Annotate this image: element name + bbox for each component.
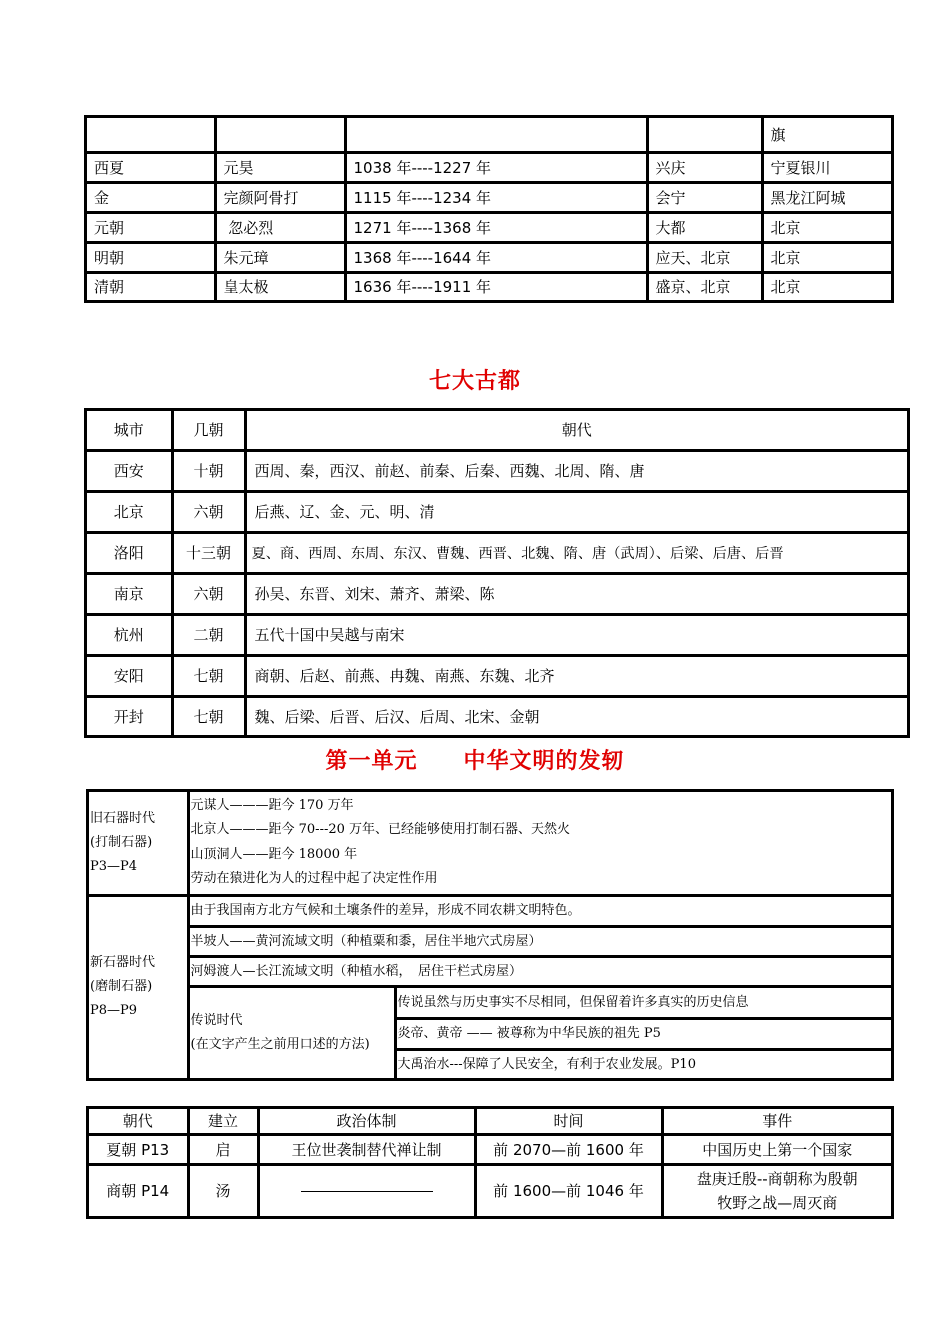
capital-today: 北京 <box>762 212 893 242</box>
dynasty-count: 六朝 <box>172 573 245 614</box>
capital: 应天、北京 <box>647 242 762 272</box>
political-system <box>258 1164 475 1218</box>
period: 1115 年----1234 年 <box>345 182 647 212</box>
table-row <box>85 450 909 491</box>
header-founder: 建立 <box>188 1107 258 1134</box>
table-row <box>87 1164 893 1218</box>
dynasty-count: 十三朝 <box>172 532 245 573</box>
dynasty-count: 七朝 <box>172 696 245 737</box>
content-line: 北京人———距今 70---20 万年、已经能够使用打制石器、天然火 <box>190 822 571 838</box>
capitals-table <box>84 408 910 738</box>
founder: 元昊 <box>215 152 345 182</box>
table-cell: 旗 <box>762 116 893 152</box>
capital: 盛京、北京 <box>647 272 762 302</box>
table-row <box>87 956 893 986</box>
capital-today: 北京 <box>762 272 893 302</box>
dynasty-count: 十朝 <box>172 450 245 491</box>
city: 西安 <box>85 450 172 491</box>
table-cell <box>215 116 345 152</box>
dynasty-name: 明朝 <box>85 242 215 272</box>
city: 北京 <box>85 491 172 532</box>
label-line: 旧石器时代 <box>90 810 156 826</box>
label-line: P8—P9 <box>90 1003 138 1019</box>
dynasty-list: 商朝、后赵、前燕、冉魏、南燕、东魏、北齐 <box>245 655 909 696</box>
table-row <box>85 242 893 272</box>
dynasty-list: 后燕、辽、金、元、明、清 <box>245 491 909 532</box>
dynasty-name: 西夏 <box>85 152 215 182</box>
founder: 完颜阿骨打 <box>215 182 345 212</box>
city: 安阳 <box>85 655 172 696</box>
label-line: (磨制石器) <box>90 979 153 995</box>
neolithic-label <box>87 895 188 1080</box>
table-cell <box>345 116 647 152</box>
city: 杭州 <box>85 614 172 655</box>
event-line: 牧野之战—周灭商 <box>717 1193 838 1212</box>
header-time: 时间 <box>475 1107 662 1134</box>
table-row <box>85 491 909 532</box>
political-system: 王位世袭制替代禅让制 <box>258 1134 475 1164</box>
table-row <box>87 926 893 956</box>
founder: 汤 <box>188 1164 258 1218</box>
dash-line <box>301 1191 433 1192</box>
capital-today: 黑龙江阿城 <box>762 182 893 212</box>
capital: 会宁 <box>647 182 762 212</box>
table-row <box>87 790 893 895</box>
capitals-title: 七大古都 <box>428 369 521 394</box>
dynasty-table <box>84 115 894 303</box>
table-row <box>85 212 893 242</box>
founder: 启 <box>188 1134 258 1164</box>
paleolithic-content <box>188 790 893 895</box>
table-row <box>85 573 909 614</box>
events: 中国历史上第一个国家 <box>662 1134 893 1164</box>
neolithic-line: 由于我国南方北方气候和土壤条件的差异，形成不同农耕文明特色。 <box>188 895 893 926</box>
time: 前 2070—前 1600 年 <box>475 1134 662 1164</box>
table-row <box>85 152 893 182</box>
founder: 朱元璋 <box>215 242 345 272</box>
founder: 皇太极 <box>215 272 345 302</box>
unit1-title: 第一单元 中华文明的发轫 <box>325 749 625 774</box>
dynasty-name: 金 <box>85 182 215 212</box>
period: 1038 年----1227 年 <box>345 152 647 182</box>
dynasty-list: 五代十国中吴越与南宋 <box>245 614 909 655</box>
dynasty-list: 夏、商、西周、东周、东汉、曹魏、西晋、北魏、隋、唐（武周）、后梁、后唐、后晋 <box>245 532 909 573</box>
dynasty-name: 元朝 <box>85 212 215 242</box>
event-line: 盘庚迁殷--商朝称为殷朝 <box>696 1169 858 1188</box>
period: 1271 年----1368 年 <box>345 212 647 242</box>
header-events: 事件 <box>662 1107 893 1134</box>
legend-line: 大禹治水---保障了人民安全，有利于农业发展。P10 <box>395 1049 893 1080</box>
table-row <box>85 532 909 573</box>
legend-label <box>188 986 395 1080</box>
dynasty-list: 孙吴、东晋、刘宋、萧齐、萧梁、陈 <box>245 573 909 614</box>
dynasty: 夏朝 P13 <box>87 1134 188 1164</box>
table-header <box>87 1107 893 1134</box>
neolithic-line: 半坡人——黄河流域文明（种植粟和黍，居住半地穴式房屋） <box>188 926 893 956</box>
label-line: P3—P4 <box>90 858 138 874</box>
table-row <box>85 182 893 212</box>
table-row <box>85 655 909 696</box>
header-count: 几朝 <box>172 409 245 450</box>
header-system: 政治体制 <box>258 1107 475 1134</box>
table-row <box>85 696 909 737</box>
content-line: 山顶洞人——距今 18000 年 <box>190 846 358 862</box>
period: 1636 年----1911 年 <box>345 272 647 302</box>
content-line: 元谋人———距今 170 万年 <box>190 797 354 813</box>
header-city: 城市 <box>85 409 172 450</box>
dynasty-count: 二朝 <box>172 614 245 655</box>
city: 南京 <box>85 573 172 614</box>
table-row <box>85 614 909 655</box>
capital: 兴庆 <box>647 152 762 182</box>
dynasty: 商朝 P14 <box>87 1164 188 1218</box>
table-row <box>85 272 893 302</box>
paleolithic-label <box>87 790 188 895</box>
table-cell <box>647 116 762 152</box>
dynasty-list: 魏、后梁、后晋、后汉、后周、北宋、金朝 <box>245 696 909 737</box>
legend-line: 炎帝、黄帝 —— 被尊称为中华民族的祖先 P5 <box>395 1018 893 1049</box>
capital-today: 北京 <box>762 242 893 272</box>
table-cell <box>85 116 215 152</box>
label-line: (在文字产生之前用口述的方法) <box>190 1036 370 1052</box>
header-dynasty: 朝代 <box>87 1107 188 1134</box>
capital-today: 宁夏银川 <box>762 152 893 182</box>
events <box>662 1164 893 1218</box>
period: 1368 年----1644 年 <box>345 242 647 272</box>
city: 洛阳 <box>85 532 172 573</box>
label-line: (打制石器) <box>90 834 153 850</box>
neolithic-line: 河姆渡人—长江流域文明（种植水稻， 居住干栏式房屋） <box>188 956 893 986</box>
time: 前 1600—前 1046 年 <box>475 1164 662 1218</box>
city: 开封 <box>85 696 172 737</box>
dynasty-list: 西周、秦，西汉、前赵、前秦、后秦、西魏、北周、隋、唐 <box>245 450 909 491</box>
table-row <box>85 116 893 152</box>
unit1-table <box>86 789 894 1081</box>
table-row <box>87 986 893 1018</box>
label-line: 新石器时代 <box>90 955 156 971</box>
table-header <box>85 409 909 450</box>
capital: 大都 <box>647 212 762 242</box>
dynasty-count: 七朝 <box>172 655 245 696</box>
founder: 忽必烈 <box>215 212 345 242</box>
header-dynasties: 朝代 <box>245 409 909 450</box>
table-row <box>87 895 893 926</box>
label-line: 传说时代 <box>190 1012 243 1028</box>
dynasty-name: 清朝 <box>85 272 215 302</box>
table-row <box>87 1134 893 1164</box>
legend-line: 传说虽然与历史事实不尽相同，但保留着许多真实的历史信息 <box>395 986 893 1018</box>
content-line: 劳动在猿进化为人的过程中起了决定性作用 <box>190 871 438 887</box>
xia-shang-table <box>86 1106 894 1219</box>
dynasty-count: 六朝 <box>172 491 245 532</box>
